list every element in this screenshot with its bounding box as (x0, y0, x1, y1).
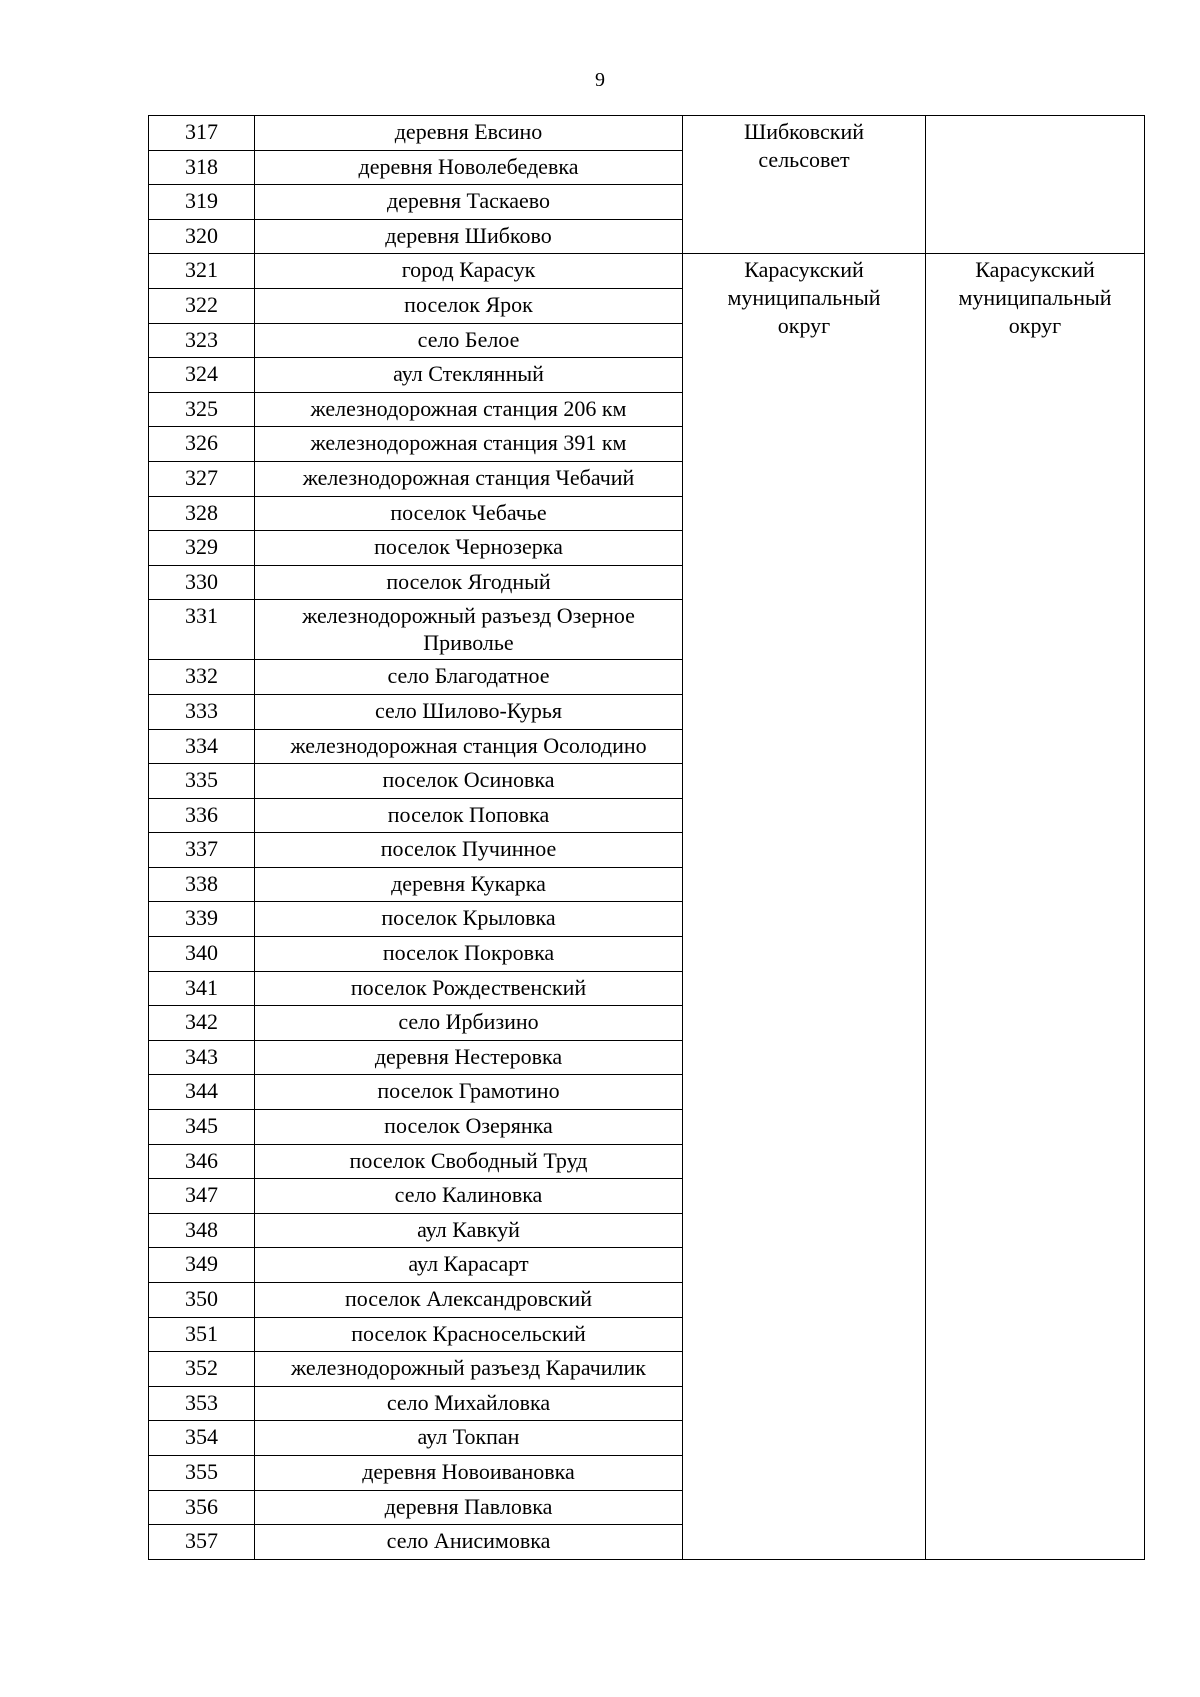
row-number-cell: 342 (149, 1006, 255, 1041)
settlement-name-cell: деревня Новолебедевка (255, 150, 683, 185)
row-number-cell: 326 (149, 427, 255, 462)
settlement-name-cell: поселок Ярок (255, 288, 683, 323)
row-number-cell: 355 (149, 1455, 255, 1490)
settlement-name-cell: железнодорожная станция Осолодино (255, 729, 683, 764)
row-number-cell: 317 (149, 116, 255, 151)
row-number-cell: 328 (149, 496, 255, 531)
settlement-name-cell: поселок Осиновка (255, 764, 683, 799)
district-cell (926, 254, 1145, 1559)
settlement-name-cell: деревня Таскаево (255, 185, 683, 220)
settlement-name-cell: село Ирбизино (255, 1006, 683, 1041)
row-number-cell: 351 (149, 1317, 255, 1352)
municipality-line: муниципальный (727, 285, 881, 311)
row-number-cell: 336 (149, 798, 255, 833)
row-number-cell: 353 (149, 1386, 255, 1421)
row-number-cell: 340 (149, 937, 255, 972)
settlement-name-cell: село Белое (255, 323, 683, 358)
row-number-cell: 348 (149, 1213, 255, 1248)
settlement-name-cell: село Калиновка (255, 1179, 683, 1214)
settlement-name-cell: деревня Евсино (255, 116, 683, 151)
table-row (149, 116, 1145, 151)
row-number-cell: 346 (149, 1144, 255, 1179)
district-cell (926, 116, 1145, 254)
row-number-cell: 330 (149, 565, 255, 600)
settlement-name-cell: поселок Красносельский (255, 1317, 683, 1352)
row-number-cell: 329 (149, 531, 255, 566)
municipality-cell (683, 116, 926, 254)
settlement-name-cell: поселок Пучинное (255, 833, 683, 868)
settlement-name-cell: поселок Озерянка (255, 1110, 683, 1145)
settlement-name-cell: деревня Нестеровка (255, 1040, 683, 1075)
municipality-line: сельсовет (758, 147, 850, 172)
settlements-table (148, 115, 1145, 1560)
district-line: округ (1008, 313, 1062, 339)
settlements-table-body (149, 116, 1145, 1560)
settlement-name-cell: город Карасук (255, 254, 683, 289)
row-number-cell: 352 (149, 1352, 255, 1387)
row-number-cell: 333 (149, 694, 255, 729)
municipality-line: Шибковский (744, 119, 864, 144)
row-number-cell: 356 (149, 1490, 255, 1525)
row-number-cell: 338 (149, 867, 255, 902)
municipality-line: Карасукский (744, 257, 864, 283)
district-line: Карасукский (975, 257, 1095, 283)
settlement-name-cell: железнодорожная станция Чебачий (255, 461, 683, 496)
row-number-cell: 343 (149, 1040, 255, 1075)
settlement-name-cell: аул Карасарт (255, 1248, 683, 1283)
row-number-cell: 335 (149, 764, 255, 799)
row-number-cell: 341 (149, 971, 255, 1006)
settlement-name-cell: деревня Шибково (255, 219, 683, 254)
row-number-cell: 325 (149, 392, 255, 427)
settlement-name-cell: поселок Чернозерка (255, 531, 683, 566)
row-number-cell: 324 (149, 358, 255, 393)
settlement-name-cell: поселок Покровка (255, 937, 683, 972)
row-number-cell: 350 (149, 1283, 255, 1318)
municipality-cell (683, 254, 926, 1559)
district-line: муниципальный (958, 285, 1112, 311)
row-number-cell: 323 (149, 323, 255, 358)
settlement-name-cell: село Благодатное (255, 660, 683, 695)
settlement-name-cell: аул Токпан (255, 1421, 683, 1456)
row-number-cell: 318 (149, 150, 255, 185)
settlement-name-cell: аул Кавкуй (255, 1213, 683, 1248)
settlement-name-cell: село Анисимовка (255, 1525, 683, 1560)
row-number-cell: 347 (149, 1179, 255, 1214)
settlement-name-cell: железнодорожный разъезд Озерное Приволье (255, 600, 683, 660)
row-number-cell: 337 (149, 833, 255, 868)
row-number-cell: 331 (149, 600, 255, 660)
row-number-cell: 345 (149, 1110, 255, 1145)
row-number-cell: 321 (149, 254, 255, 289)
settlement-name-cell: поселок Рождественский (255, 971, 683, 1006)
row-number-cell: 322 (149, 288, 255, 323)
municipality-line: округ (777, 313, 831, 339)
settlement-name-cell: железнодорожная станция 391 км (255, 427, 683, 462)
settlement-name-cell: деревня Павловка (255, 1490, 683, 1525)
row-number-cell: 327 (149, 461, 255, 496)
settlement-name-cell: аул Стеклянный (255, 358, 683, 393)
settlement-name-cell: село Михайловка (255, 1386, 683, 1421)
page-number: 9 (595, 69, 605, 91)
settlement-name-cell: деревня Кукарка (255, 867, 683, 902)
settlement-name-cell: поселок Свободный Труд (255, 1144, 683, 1179)
settlement-name-cell: поселок Чебачье (255, 496, 683, 531)
settlement-name-cell: поселок Крыловка (255, 902, 683, 937)
row-number-cell: 349 (149, 1248, 255, 1283)
row-number-cell: 357 (149, 1525, 255, 1560)
row-number-cell: 339 (149, 902, 255, 937)
settlement-name-cell: железнодорожная станция 206 км (255, 392, 683, 427)
row-number-cell: 344 (149, 1075, 255, 1110)
settlement-name-cell: деревня Новоивановка (255, 1455, 683, 1490)
row-number-cell: 334 (149, 729, 255, 764)
row-number-cell: 332 (149, 660, 255, 695)
row-number-cell: 319 (149, 185, 255, 220)
settlement-name-cell: поселок Ягодный (255, 565, 683, 600)
settlement-name-cell: поселок Поповка (255, 798, 683, 833)
settlement-name-cell: поселок Грамотино (255, 1075, 683, 1110)
table-row (149, 254, 1145, 289)
row-number-cell: 354 (149, 1421, 255, 1456)
row-number-cell: 320 (149, 219, 255, 254)
settlement-name-cell: село Шилово-Курья (255, 694, 683, 729)
settlement-name-cell: поселок Александровский (255, 1283, 683, 1318)
settlement-name-cell: железнодорожный разъезд Карачилик (255, 1352, 683, 1387)
